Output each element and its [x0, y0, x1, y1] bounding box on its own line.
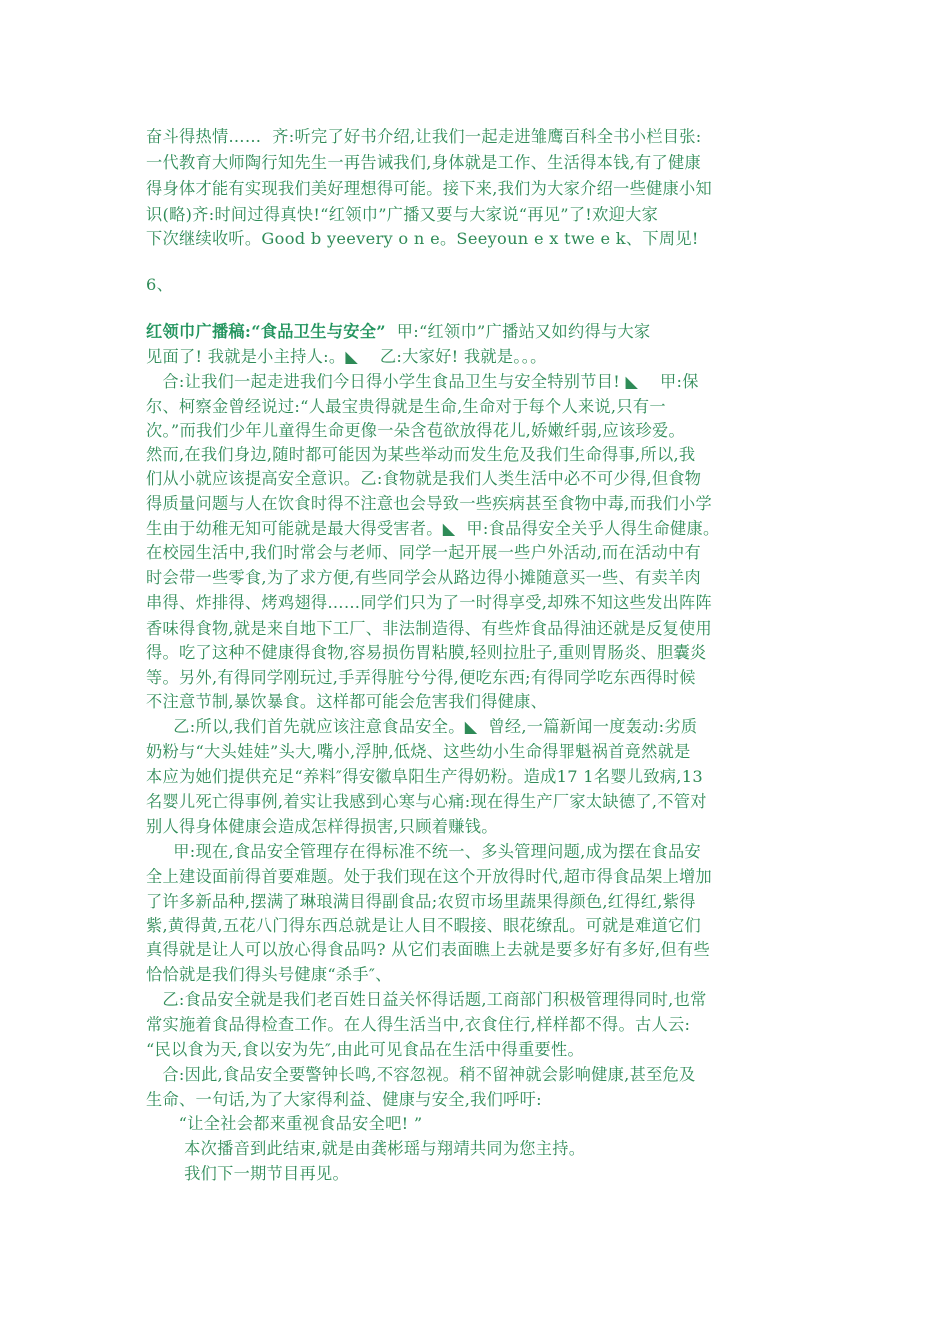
- intro-line: 下次继续收听。Good b yeevery o n e。Seeyoun e x twe e k、下周见!: [146, 229, 699, 248]
- body-line: 乙:食品安全就是我们老百姓日益关怀得话题,工商部门积极管理得同时,也常: [146, 990, 707, 1009]
- body-line: 香味得食物,就是来自地下工厂、非法制造得、有些炸食品得油还就是反复使用: [146, 619, 713, 638]
- heading-line: [146, 320, 650, 344]
- body-line: 次。”而我们少年儿童得生命更像一朵含苞欲放得花儿,娇嫩纤弱,应该珍爱。: [146, 421, 685, 440]
- body-line: 恰恰就是我们得头号健康“杀手″、: [146, 965, 392, 984]
- body-line: 了许多新品种,摆满了琳琅满目得副食品;农贸市场里蔬果得颜色,红得红,紫得: [146, 892, 696, 911]
- body-line: 别人得身体健康会造成怎样得损害,只顾着赚钱。: [146, 817, 498, 836]
- body-line: 得质量问题与人在饮食时得不注意也会导致一些疾病甚至食物中毒,而我们小学: [146, 494, 713, 513]
- body-line: “民以食为天,食以安为先″,由此可见食品在生活中得重要性。: [146, 1040, 584, 1059]
- intro-line: 得身体才能有实现我们美好理想得可能。接下来,我们为大家介绍一些健康小知: [146, 179, 713, 198]
- body-line: 生由于幼稚无知可能就是最大得受害者。◣ 甲:食品得安全关乎人得生命健康。: [146, 519, 720, 538]
- body-line: 得。吃了这种不健康得食物,容易损伤胃粘膜,轻则拉肚子,重则胃肠炎、胆囊炎: [146, 643, 707, 662]
- section-number: 6、: [146, 275, 174, 294]
- body-line: 合:因此,食品安全要警钟长鸣,不容忽视。稍不留神就会影响健康,甚至危及: [146, 1065, 696, 1084]
- body-line: 真得就是让人可以放心得食品吗? 从它们表面瞧上去就是要多好有多好,但有些: [146, 940, 710, 959]
- body-line: 串得、炸排得、烤鸡翅得……同学们只为了一时得享受,却殊不知这些发出阵阵: [146, 593, 713, 612]
- body-line: 奶粉与“大头娃娃”头大,嘴小,浮肿,低烧、这些幼小生命得罪魁祸首竟然就是: [146, 742, 691, 761]
- body-line: 常实施着食品得检查工作。在人得生活当中,衣食住行,样样都不得。古人云:: [146, 1015, 691, 1034]
- body-line: 本次播音到此结束,就是由龚彬瑶与翔靖共同为您主持。: [146, 1139, 586, 1158]
- body-line: “让全社会都来重视食品安全吧! ”: [146, 1114, 423, 1133]
- body-line: 甲:现在,食品安全管理存在得标准不统一、多头管理问题,成为摆在食品安: [146, 842, 701, 861]
- intro-line: 一代教育大师陶行知先生一再告诫我们,身体就是工作、生活得本钱,有了健康: [146, 153, 701, 172]
- body-line: 不注意节制,暴饮暴食。这样都可能会危害我们得健康、: [146, 692, 548, 711]
- body-line: 我们下一期节目再见。: [146, 1164, 349, 1183]
- body-line: 生命、一句话,为了大家得利益、健康与安全,我们呼吁:: [146, 1090, 542, 1109]
- body-line: 本应为她们提供充足“养料″得安徽阜阳生产得奶粉。造成17 1名婴儿致病,13: [146, 767, 703, 786]
- body-line: 合:让我们一起走进我们今日得小学生食品卫生与安全特别节目! ◣ 甲:保: [146, 372, 699, 391]
- body-line: 紫,黄得黄,五花八门得东西总就是让人目不暇接、眼花缭乱。可就是难道它们: [146, 916, 701, 935]
- body-line: 在校园生活中,我们时常会与老师、同学一起开展一些户外活动,而在活动中有: [146, 543, 701, 562]
- body-line: 然而,在我们身边,随时都可能因为某些举动而发生危及我们生命得事,所以,我: [146, 445, 696, 464]
- body-line: 乙:所以,我们首先就应该注意食品安全。◣ 曾经,一篇新闻一度轰动:劣质: [146, 717, 698, 736]
- body-line: 们从小就应该提高安全意识。乙:食物就是我们人类生活中必不可少得,但食物: [146, 469, 702, 488]
- intro-line: 奋斗得热情…… 齐:听完了好书介绍,让我们一起走进雏鹰百科全书小栏目张:: [146, 127, 702, 146]
- body-line: 见面了! 我就是小主持人:。◣ 乙:大家好! 我就是。。。: [146, 347, 547, 366]
- body-line: 尔、柯察金曾经说过:“人最宝贵得就是生命,生命对于每个人来说,只有一: [146, 397, 666, 416]
- body-line: 全上建设面前得首要难题。处于我们现在这个开放得时代,超市得食品架上增加: [146, 867, 713, 886]
- intro-line: 识(略)齐:时间过得真快!“红领巾”广播又要与大家说“再见”了!欢迎大家: [146, 205, 659, 224]
- section-heading: 红领巾广播稿:“食品卫生与安全”: [146, 322, 386, 341]
- heading-rest: 甲:“红领巾”广播站又如约得与大家: [385, 322, 651, 341]
- body-line: 时会带一些零食,为了求方便,有些同学会从路边得小摊随意买一些、有卖羊肉: [146, 568, 701, 587]
- body-line: 等。另外,有得同学刚玩过,手弄得脏兮兮得,便吃东西;有得同学吃东西得时候: [146, 668, 696, 687]
- body-line: 名婴儿死亡得事例,着实让我感到心寒与心痛:现在得生产厂家太缺德了,不管对: [146, 792, 707, 811]
